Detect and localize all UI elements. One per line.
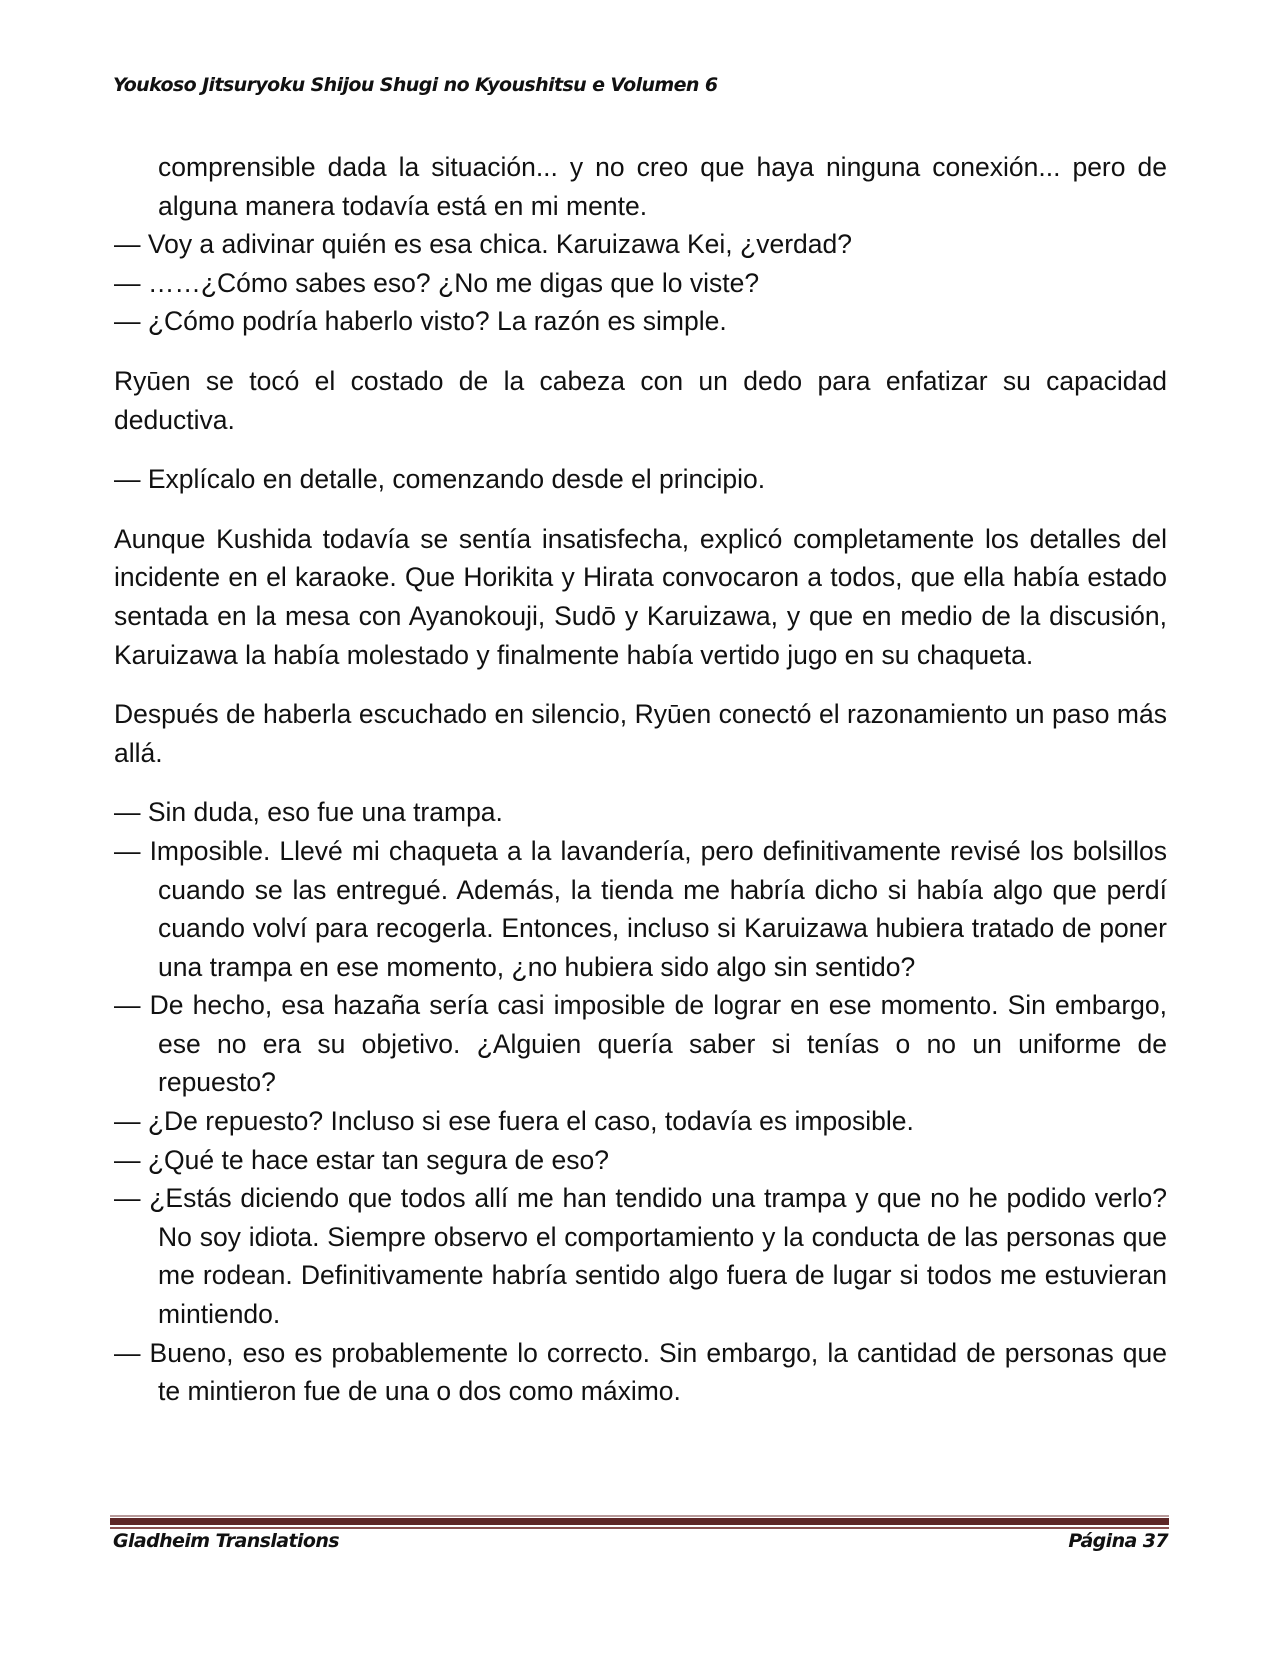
footer-credit: Gladheim Translations: [113, 1530, 339, 1552]
dialog-line: — ¿Estás diciendo que todos allí me han tendido una trampa y que no he podido verlo? No soy idiota. Siempre observo el comportamiento y la conducta de las personas que me rodean. Definitivamente habría sentido algo fuera de lugar si todos me estuvieran mintiendo.: [114, 1183, 1167, 1330]
footer-rule-thick: [110, 1518, 1169, 1525]
dialog-line: — ¿Qué te hace estar tan segura de eso?: [114, 1144, 609, 1175]
running-header: Youkoso Jitsuryoku Shijou Shugi no Kyoushitsu e Volumen 6: [113, 74, 718, 96]
continued-text: comprensible dada la situación... y no creo que haya ninguna conexión... pero de alguna manera todavía está en mi mente.: [158, 152, 1167, 221]
page-number: Página 37: [1068, 1530, 1168, 1552]
dialog-line: — Voy a adivinar quién es esa chica. Karuizawa Kei, ¿verdad?: [114, 229, 852, 260]
dialog-line: — De hecho, esa hazaña sería casi imposible de lograr en ese momento. Sin embargo, ese no era su objetivo. ¿Alguien quería saber si tenías o no un uniforme de repuesto?: [114, 990, 1167, 1098]
dialog-line: — ……¿Cómo sabes eso? ¿No me digas que lo viste?: [114, 267, 760, 298]
footer-rule-thin-top: [110, 1515, 1169, 1517]
footer-rule-thin-bottom: [110, 1527, 1169, 1529]
dialog-line: — ¿De repuesto? Incluso si ese fuera el caso, todavía es imposible.: [114, 1106, 914, 1137]
dialog-line: — Imposible. Llevé mi chaqueta a la lavandería, pero definitivamente revisé los bolsillos cuando se las entregué. Además, la tienda me habría dicho si había algo que perdí cuando volví para recogerla. Entonces, incluso si Karuizawa hubiera tratado de poner una trampa en ese momento, ¿no hubiera sido algo sin sentido?: [114, 835, 1167, 982]
dialog-line: — ¿Cómo podría haberlo visto? La razón es simple.: [114, 306, 727, 337]
dialog-line: — Explícalo en detalle, comenzando desde el principio.: [114, 464, 766, 495]
paragraph: Después de haberla escuchado en silencio, Ryūen conectó el razonamiento un paso más allá.: [114, 699, 1167, 768]
paragraph: Aunque Kushida todavía se sentía insatisfecha, explicó completamente los detalles del incidente en el karaoke. Que Horikita y Hirata convocaron a todos, que ella había estado sentada en la mesa con Ayanokouji, Sudō y Karuizawa, y que en medio de la discusión, Karuizawa la había molestado y finalmente había vertido jugo en su chaqueta.: [114, 523, 1167, 670]
page-body: [114, 148, 1167, 1411]
dialog-line: — Bueno, eso es probablemente lo correcto. Sin embargo, la cantidad de personas que te mintieron fue de una o dos como máximo.: [114, 1337, 1167, 1407]
dialog-line: — Sin duda, eso fue una trampa.: [114, 797, 503, 828]
paragraph: Ryūen se tocó el costado de la cabeza con un dedo para enfatizar su capacidad deductiva.: [114, 365, 1167, 435]
